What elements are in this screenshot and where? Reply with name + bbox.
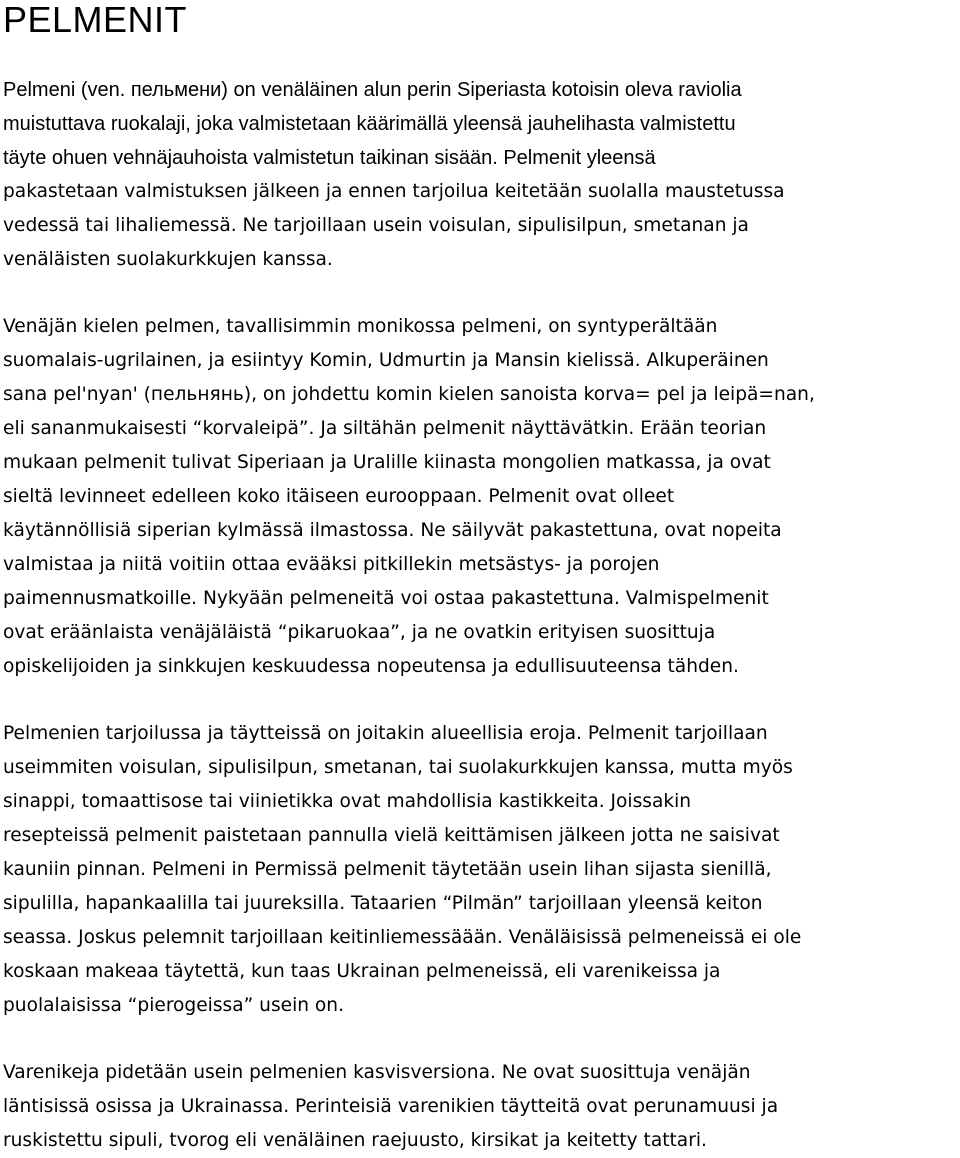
text-line: puolalaisissa “pierogeissa” usein on. xyxy=(3,995,344,1016)
text-line: Varenikeja pidetään usein pelmenien kasvisversiona. Ne ovat suosittuja venäjän xyxy=(3,1062,751,1083)
text-line: eli sananmukaisesti “korvaleipä”. Ja siltähän pelmenit näyttävätkin. Erään teorian xyxy=(3,418,767,439)
text-line: täyte ohuen vehnäjauhoista valmistetun taikinan sisään. Pelmenit yleensä xyxy=(3,147,656,169)
paragraph-serving xyxy=(3,717,953,1023)
text-line: sieltä levinneet edelleen koko itäiseen eurooppaan. Pelmenit ovat olleet xyxy=(3,486,675,507)
text-line: venäläisten suolakurkkujen kanssa. xyxy=(3,249,333,270)
page-title: PELMENIT xyxy=(3,0,188,40)
text-line: seassa. Joskus pelemnit tarjoillaan keitinliemessäään. Venäläisissä pelmeneissä ei ole xyxy=(3,927,802,948)
text-line: Venäjän kielen pelmen, tavallisimmin monikossa pelmeni, on syntyperältään xyxy=(3,316,718,337)
text-line: vedessä tai lihaliemessä. Ne tarjoillaan usein voisulan, sipulisilpun, smetanan ja xyxy=(3,215,749,236)
text-line: pakastetaan valmistuksen jälkeen ja ennen tarjoilua keitetään suolalla maustetussa xyxy=(3,181,785,202)
text-line: useimmiten voisulan, sipulisilpun, smetanan, tai suolakurkkujen kanssa, mutta myös xyxy=(3,757,793,778)
text-line: mukaan pelmenit tulivat Siperiaan ja Uralille kiinasta mongolien matkassa, ja ovat xyxy=(3,452,771,473)
paragraph-etymology xyxy=(3,310,953,684)
text-line: sinappi, tomaattisose tai viinietikka ovat mahdollisia kastikkeita. Joissakin xyxy=(3,791,692,812)
text-line: ovat eräänlaista venäjäläistä “pikaruokaa”, ja ne ovatkin erityisen suosittuja xyxy=(3,622,716,643)
text-line: kauniin pinnan. Pelmeni in Permissä pelmenit täytetään usein lihan sijasta sienillä, xyxy=(3,859,772,880)
text-line: resepteissä pelmenit paistetaan pannulla vielä keittämisen jälkeen jotta ne saisivat xyxy=(3,825,780,846)
text-line: läntisissä osissa ja Ukrainassa. Perinteisiä varenikien täytteitä ovat perunamuusi ja xyxy=(3,1096,779,1117)
text-line: valmistaa ja niitä voitiin ottaa evääksi pitkillekin metsästys- ja porojen xyxy=(3,554,660,575)
text-line: Pelmeni (ven. пельмени) on venäläinen alun perin Siperiasta kotoisin oleva raviolia xyxy=(3,79,742,101)
text-line: paimennusmatkoille. Nykyään pelmeneitä voi ostaa pakastettuna. Valmispelmenit xyxy=(3,588,769,609)
paragraph-introduction xyxy=(3,73,953,277)
text-line: käytännöllisiä siperian kylmässä ilmastossa. Ne säilyvät pakastettuna, ovat nopeita xyxy=(3,520,782,541)
document-page xyxy=(3,0,953,1158)
text-line: opiskelijoiden ja sinkkujen keskuudessa nopeutensa ja edullisuuteensa tähden. xyxy=(3,656,739,677)
text-line: sipulilla, hapankaalilla tai juureksilla. Tataarien “Pilmän” tarjoillaan yleensä keiton xyxy=(3,893,763,914)
text-line: koskaan makeaa täytettä, kun taas Ukrainan pelmeneissä, eli varenikeissa ja xyxy=(3,961,721,982)
text-line: suomalais-ugrilainen, ja esiintyy Komin, Udmurtin ja Mansin kielissä. Alkuperäinen xyxy=(3,350,769,371)
text-line: sana pel'nyan' (пельнянь), on johdettu komin kielen sanoista korva= pel ja leipä=nan, xyxy=(3,384,815,405)
text-line: Pelmenien tarjoilussa ja täytteissä on joitakin alueellisia eroja. Pelmenit tarjoillaan xyxy=(3,723,768,744)
text-line: muistuttava ruokalaji, joka valmistetaan käärimällä yleensä jauhelihasta valmistettu xyxy=(3,113,736,135)
text-line: ruskistettu sipuli, tvorog eli venäläinen raejuusto, kirsikat ja keitetty tattari. xyxy=(3,1130,707,1151)
